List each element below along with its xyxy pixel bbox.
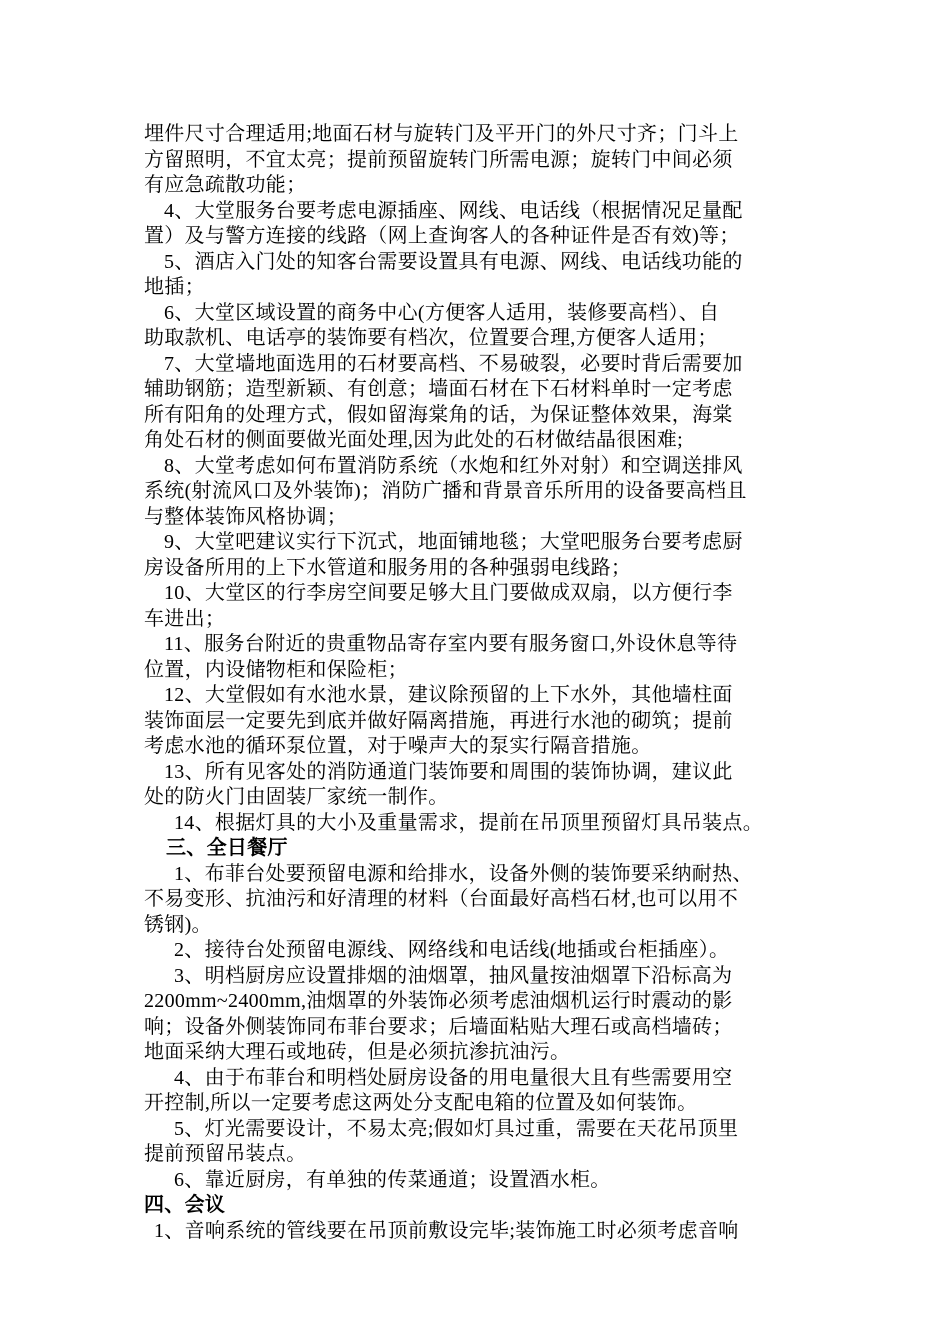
list-item-1: 1、音响系统的管线要在吊顶前敷设完毕;装饰施工时必须考虑音响: [154, 1219, 739, 1242]
paragraph-line: 埋件尺寸合理适用;地面石材与旋转门及平开门的外尺寸齐；门斗上: [144, 123, 739, 145]
list-item-3: 3、明档厨房应设置排烟的油烟罩，抽风量按油烟罩下沿标高为: [174, 964, 733, 987]
paragraph-line: 系统(射流风口及外装饰)；消防广播和背景音乐所用的设备要高档且: [144, 480, 747, 502]
list-item-7: 7、大堂墙地面选用的石材要高档、不易破裂，必要时背后需要加: [164, 352, 743, 375]
section-heading-dining: 三、全日餐厅: [166, 837, 288, 859]
paragraph-line: 处的防火门由固装厂家统一制作。: [144, 786, 449, 808]
paragraph-line: 考虑水池的循环泵位置，对于噪声大的泵实行隔音措施。: [144, 735, 652, 757]
paragraph-line: 辅助钢筋；造型新颖、有创意；墙面石材在下石材料单时一定考虑: [144, 378, 733, 400]
list-item-1: 1、布菲台处要预留电源和给排水，设备外侧的装饰要采纳耐热、: [174, 862, 753, 885]
paragraph-line: 2200mm~2400mm,油烟罩的外装饰必须考虑油烟机运行时震动的影: [144, 990, 733, 1012]
paragraph-line: 锈钢)。: [144, 913, 212, 936]
paragraph-line: 所有阳角的处理方式，假如留海棠角的话，为保证整体效果，海棠: [144, 403, 733, 426]
list-item-6: 6、靠近厨房，有单独的传菜通道；设置酒水柜。: [174, 1168, 611, 1191]
paragraph-line: 方留照明，不宜太亮；提前预留旋转门所需电源；旋转门中间必须: [144, 148, 733, 171]
paragraph-line: 装饰面层一定要先到底并做好隔离措施，再进行水池的砌筑；提前: [144, 709, 733, 732]
paragraph-line: 提前预留吊装点。: [144, 1143, 307, 1165]
list-item-2: 2、接待台处预留电源线、网络线和电话线(地插或台柜插座）。: [174, 939, 730, 961]
paragraph-line: 车进出；: [144, 607, 226, 630]
paragraph-line: 位置，内设储物柜和保险柜；: [144, 658, 408, 681]
list-item-6: 6、大堂区域设置的商务中心(方便客人适用，装修要高档）、自: [164, 301, 720, 324]
paragraph-line: 置）及与警方连接的线路（网上查询客人的各种证件是否有效)等；: [144, 225, 740, 247]
paragraph-line: 助取款机、电话亭的装饰要有档次，位置要合理,方便客人适用；: [144, 327, 718, 349]
paragraph-line: 房设备所用的上下水管道和服务用的各种强弱电线路；: [144, 556, 632, 579]
paragraph-line: 开控制,所以一定要考虑这两处分支配电箱的位置及如何装饰。: [144, 1092, 698, 1114]
paragraph-line: 有应急疏散功能；: [144, 174, 307, 196]
list-item-11: 11、服务台附近的贵重物品寄存室内要有服务窗口,外设休息等待: [164, 633, 738, 655]
list-item-14: 14、根据灯具的大小及重量需求，提前在吊顶里预留灯具吊装点。: [174, 811, 763, 834]
list-item-13: 13、所有见客处的消防通道门装饰要和周围的装饰协调，建议此: [164, 760, 733, 783]
paragraph-line: 响；设备外侧装饰同布菲台要求；后墙面粘贴大理石或高档墙砖；: [144, 1015, 733, 1038]
paragraph-line: 地面采纳大理石或地砖，但是必须抗渗抗油污。: [144, 1041, 571, 1063]
paragraph-line: 角处石材的侧面要做光面处理,因为此处的石材做结晶很困难;: [144, 429, 683, 451]
list-item-10: 10、大堂区的行李房空间要足够大且门要做成双扇，以方便行李: [164, 582, 733, 604]
list-item-4: 4、由于布菲台和明档处厨房设备的用电量很大且有些需要用空: [174, 1066, 733, 1089]
list-item-5: 5、灯光需要设计，不易太亮;假如灯具过重，需要在天花吊顶里: [174, 1117, 739, 1140]
section-heading-meeting: 四、会议: [144, 1194, 226, 1216]
paragraph-line: 与整体装饰风格协调；: [144, 505, 347, 528]
list-item-4: 4、大堂服务台要考虑电源插座、网线、电话线（根据情况足量配: [164, 199, 743, 222]
list-item-8: 8、大堂考虑如何布置消防系统（水炮和红外对射）和空调送排风: [164, 454, 743, 477]
paragraph-line: 不易变形、抗油污和好清理的材料（台面最好高档石材,也可以用不: [144, 888, 738, 910]
list-item-5: 5、酒店入门处的知客台需要设置具有电源、网线、电话线功能的: [164, 250, 743, 273]
list-item-12: 12、大堂假如有水池水景，建议除预留的上下水外，其他墙柱面: [164, 684, 733, 706]
document-body: [144, 122, 834, 1244]
list-item-9: 9、大堂吧建议实行下沉式，地面铺地毯；大堂吧服务台要考虑厨: [164, 531, 743, 553]
paragraph-line: 地插；: [144, 276, 205, 298]
